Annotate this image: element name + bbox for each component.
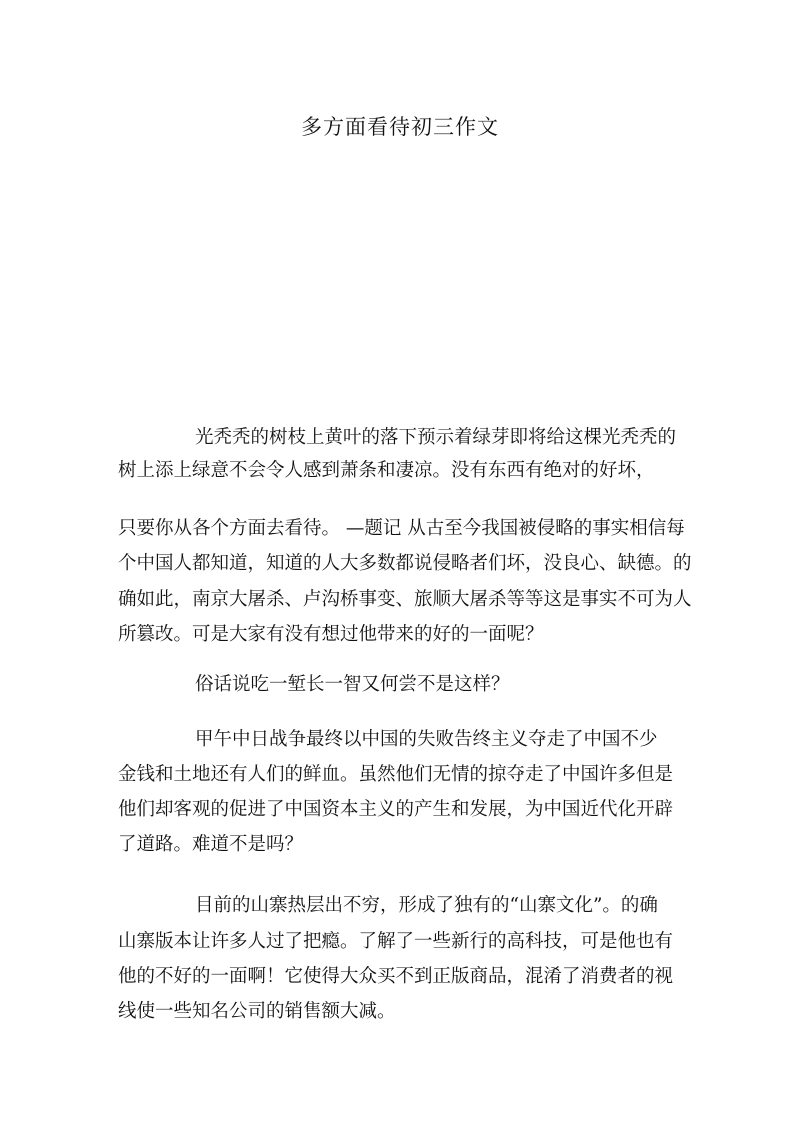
paragraph-4-line-1: 甲午中日战争最终以中国的失败告终主义夺走了中国不少 [195, 729, 658, 750]
paragraph-2-line-1: 只要你从各个方面去看待。 —题记 从古至今我国被侵略的事实相信每 [118, 518, 685, 539]
paragraph-4-line-4: 了道路。难道不是吗？ [118, 834, 304, 855]
paragraph-5-line-2: 山寨版本让许多人过了把瘾。了解了一些新行的高科技，可是他也有 [118, 931, 674, 952]
paragraph-4-line-3: 他们却客观的促进了中国资本主义的产生和发展，为中国近代化开辟 [118, 799, 674, 820]
paragraph-2-line-3: 确如此，南京大屠杀、卢沟桥事变、旅顺大屠杀等等这是事实不可为人 [118, 589, 692, 610]
paragraph-1-line-1: 光秃秃的树枝上黄叶的落下预示着绿芽即将给这棵光秃秃的 [195, 427, 677, 448]
paragraph-2-line-2: 个中国人都知道，知道的人大多数都说侵略者们坏，没良心、缺德。的 [118, 553, 692, 574]
paragraph-2-line-4: 所篡改。可是大家有没有想过他带来的好的一面呢？ [118, 624, 544, 645]
paragraph-5-line-3: 他的不好的一面啊！它使得大众买不到正版商品，混淆了消费者的视 [118, 966, 674, 987]
paragraph-5-line-4: 线使一些知名公司的销售额大减。 [118, 1001, 396, 1022]
paragraph-1-line-2: 树上添上绿意不会令人感到萧条和凄凉。没有东西有绝对的好坏， [118, 460, 655, 481]
paragraph-5-line-1: 目前的山寨热层出不穷，形成了独有的“山寨文化”。的确 [195, 895, 658, 916]
paragraph-3-line-1: 俗话说吃一堑长一智又何尝不是这样？ [195, 674, 510, 695]
document-title: 多方面看待初三作文 [301, 115, 499, 139]
paragraph-4-line-2: 金钱和土地还有人们的鲜血。虽然他们无情的掠夺走了中国许多但是 [118, 764, 674, 785]
